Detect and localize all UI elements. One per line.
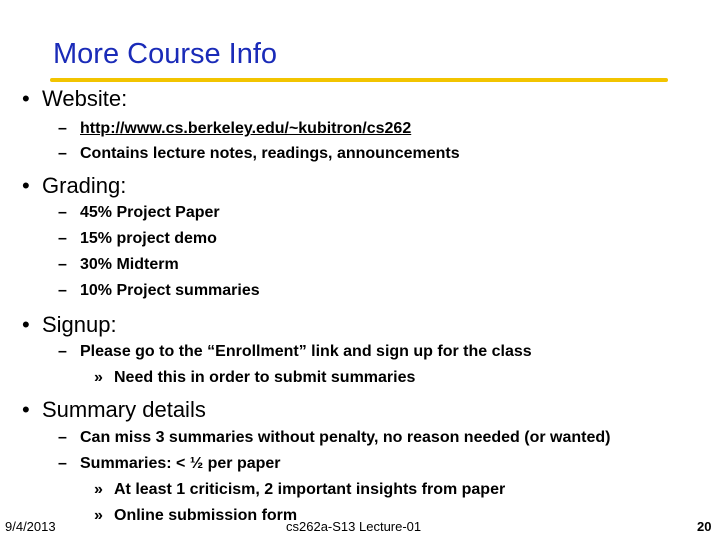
- bullet-dot-icon: •: [22, 397, 30, 422]
- summary-item: [58, 455, 281, 473]
- grading-item: [58, 282, 260, 300]
- summary-item-text: Summaries: < ½ per paper: [80, 455, 281, 472]
- raquo-icon: »: [94, 369, 103, 386]
- bullet-signup: [22, 312, 117, 338]
- raquo-icon: »: [94, 481, 103, 498]
- summary-item-text: Can miss 3 summaries without penalty, no reason needed (or wanted): [80, 429, 611, 446]
- bullet-signup-label: Signup:: [42, 312, 117, 337]
- bullet-dot-icon: •: [22, 86, 30, 111]
- grading-item-text: 30% Midterm: [80, 256, 179, 273]
- grading-item-text: 10% Project summaries: [80, 282, 260, 299]
- bullet-grading: [22, 173, 126, 199]
- raquo-icon: »: [94, 507, 103, 524]
- grading-item: [58, 256, 179, 274]
- bullet-summary: [22, 397, 206, 423]
- summary-subitem: [94, 507, 297, 525]
- dash-icon: –: [58, 256, 67, 273]
- bullet-website: [22, 86, 127, 112]
- grading-item-text: 15% project demo: [80, 230, 217, 247]
- dash-icon: –: [58, 204, 67, 221]
- signup-subitem-text: Need this in order to submit summaries: [114, 369, 416, 386]
- dash-icon: –: [58, 230, 67, 247]
- dash-icon: –: [58, 429, 67, 446]
- bullet-summary-label: Summary details: [42, 397, 206, 422]
- dash-icon: –: [58, 455, 67, 472]
- footer-course: cs262a-S13 Lecture-01: [286, 519, 422, 534]
- summary-item: [58, 429, 610, 447]
- title-underline: [50, 78, 668, 82]
- dash-icon: –: [58, 145, 67, 162]
- website-contents-item: [58, 145, 460, 163]
- bullet-dot-icon: •: [22, 173, 30, 198]
- footer-date: 9/4/2013: [5, 519, 56, 534]
- summary-subitem: [94, 481, 505, 499]
- bullet-website-label: Website:: [42, 86, 128, 111]
- dash-icon: –: [58, 120, 67, 137]
- footer-page-number: 20: [697, 519, 712, 534]
- signup-item-text: Please go to the “Enrollment” link and sign up for the class: [80, 343, 532, 360]
- summary-subitem-text: Online submission form: [114, 507, 298, 524]
- grading-item-text: 45% Project Paper: [80, 204, 220, 221]
- slide-title: More Course Info: [53, 38, 278, 70]
- signup-item: [58, 343, 532, 361]
- dash-icon: –: [58, 343, 67, 360]
- dash-icon: –: [58, 282, 67, 299]
- bullet-grading-label: Grading:: [42, 173, 127, 198]
- website-url-item[interactable]: [58, 120, 411, 138]
- summary-subitem-text: At least 1 criticism, 2 important insights from paper: [114, 481, 506, 498]
- signup-subitem: [94, 369, 415, 387]
- grading-item: [58, 230, 217, 248]
- website-link[interactable]: http://www.cs.berkeley.edu/~kubitron/cs262: [80, 120, 412, 137]
- grading-item: [58, 204, 220, 222]
- bullet-dot-icon: •: [22, 312, 30, 337]
- website-contents-text: Contains lecture notes, readings, announcements: [80, 145, 460, 162]
